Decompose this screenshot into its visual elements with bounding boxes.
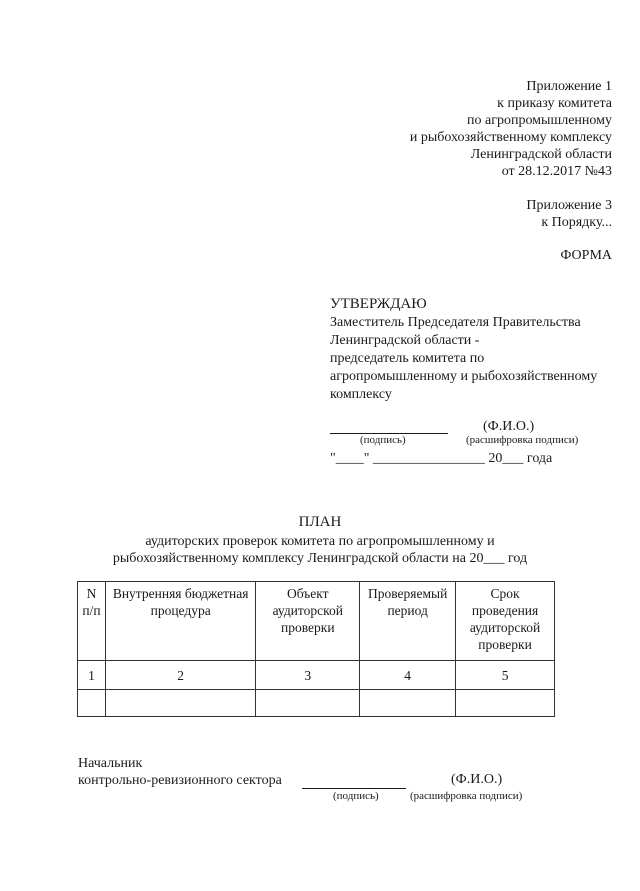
approver-fio: (Ф.И.О.) (483, 419, 535, 434)
appendix-1-line: Приложение 1 (526, 79, 612, 94)
plan-subtitle (0, 533, 640, 567)
appendix-3-line: к Порядку... (541, 215, 612, 230)
appendix-1-line: от 28.12.2017 №43 (501, 164, 612, 179)
table-header-cell: Срок проведения аудиторской проверки (456, 582, 555, 661)
approval-block (330, 296, 630, 404)
appendix-1-line: Ленинградской области (470, 147, 612, 162)
column-number-cell: 2 (105, 661, 255, 690)
plan-subtitle-line: аудиторских проверок комитета по агропромышленному и (145, 534, 495, 549)
decoding-caption: (расшифровка подписи) (466, 434, 579, 446)
approval-date-line[interactable]: "____" ________________ 20___ года (330, 451, 553, 466)
footer-signature-block (78, 755, 578, 789)
table-row (78, 661, 555, 690)
signature-caption: (подпись) (333, 790, 379, 802)
signer-signature-captions (78, 790, 578, 804)
approver-position-line: Заместитель Председателя Правительства (330, 315, 581, 330)
signer-position-line: Начальник (78, 756, 143, 771)
approver-position-line: председатель комитета по (330, 351, 485, 366)
table-cell[interactable] (78, 690, 106, 717)
table-header-cell: Внутренняя бюджетная процедура (105, 582, 255, 661)
appendix-3-header (412, 197, 612, 231)
column-number-cell: 5 (456, 661, 555, 690)
audit-plan-table (77, 581, 555, 717)
appendix-1-line: по агропромышленному (467, 113, 612, 128)
approver-signature-field[interactable] (330, 419, 448, 434)
approver-position-line: агропромышленному и рыбохозяйственному (330, 369, 598, 384)
appendix-1-line: и рыбохозяйственному комплексу (409, 130, 612, 145)
approver-position-line: Ленинградской области - (330, 333, 480, 348)
approver-position-line: комплексу (330, 387, 392, 402)
plan-title: ПЛАН (298, 514, 342, 530)
appendix-1-line: к приказу комитета (497, 96, 612, 111)
table-header-cell: N п/п (78, 582, 106, 661)
approve-title: УТВЕРЖДАЮ (330, 296, 427, 312)
signature-caption: (подпись) (360, 434, 406, 446)
appendix-3-line: Приложение 3 (526, 198, 612, 213)
signer-fio: (Ф.И.О.) (451, 772, 503, 787)
table-cell[interactable] (456, 690, 555, 717)
decoding-caption: (расшифровка подписи) (410, 790, 523, 802)
column-number-cell: 4 (360, 661, 456, 690)
table-cell[interactable] (360, 690, 456, 717)
column-number-cell: 3 (256, 661, 360, 690)
form-label: ФОРМА (560, 248, 612, 263)
table-row (78, 690, 555, 717)
approver-signature-row (330, 418, 630, 434)
plan-subtitle-line: рыбохозяйственному комплексу Ленинградской области на 20___ год (112, 551, 528, 566)
table-cell[interactable] (256, 690, 360, 717)
table-header-cell: Проверяемый период (360, 582, 456, 661)
table-cell[interactable] (105, 690, 255, 717)
column-number-cell: 1 (78, 661, 106, 690)
table-header-row (78, 582, 555, 661)
signer-signature-field[interactable] (302, 774, 406, 789)
approver-signature-captions (330, 434, 630, 448)
appendix-1-header (292, 78, 612, 180)
table-header-cell: Объект аудиторской проверки (256, 582, 360, 661)
signer-position-line: контрольно-ревизионного сектора (78, 773, 282, 788)
